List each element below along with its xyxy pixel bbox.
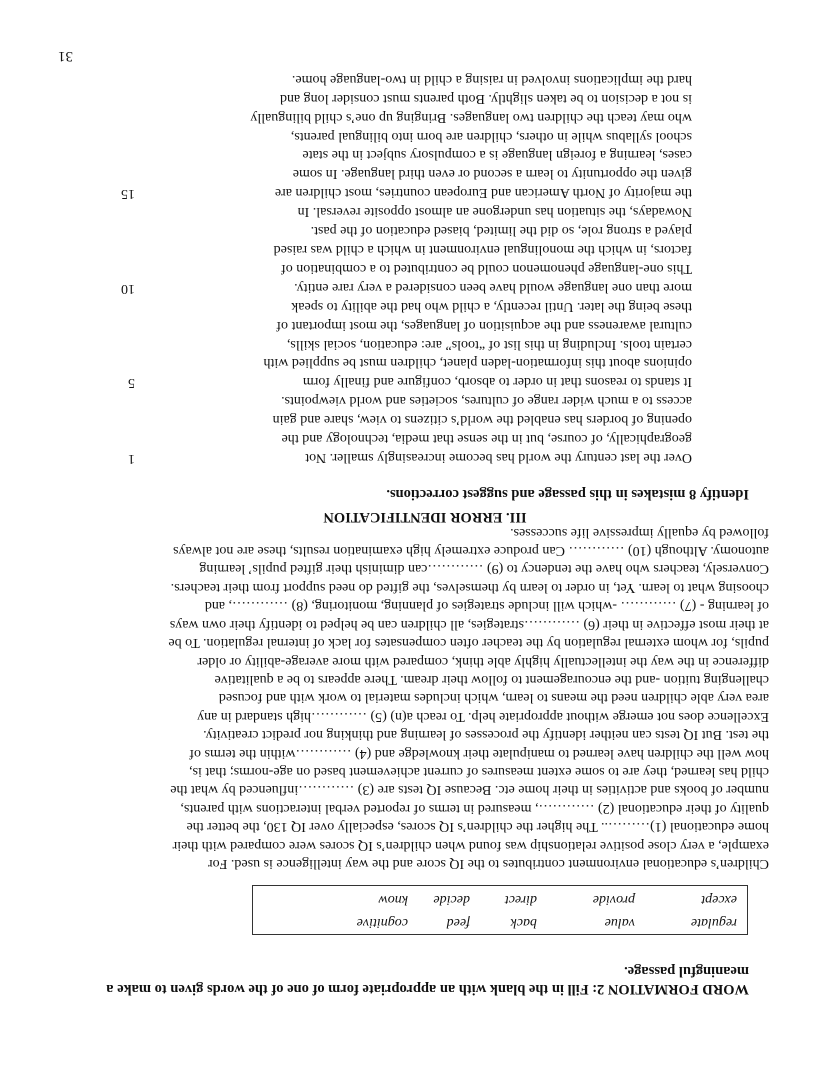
word-bank-item: cognitive xyxy=(356,915,408,931)
word-bank-item: decide xyxy=(433,892,470,908)
passage-line: how well the children have learned to manipulate their knowledge and (4) …………within the terms of xyxy=(189,745,769,761)
passage-line: difference in the way the intellectually highly able think, compared with more average-ability or older xyxy=(197,653,769,669)
passage-line: This one-language phenomenon could be contributed to a combination of xyxy=(281,260,692,276)
word-bank-item: regulate xyxy=(690,915,737,931)
line-number: 1 xyxy=(128,451,135,466)
word-bank-item: direct xyxy=(504,892,537,908)
page-number: 31 xyxy=(58,48,73,64)
passage-line: autonomy. Although (10) ………… Can produce extremely high examination results, these are not always xyxy=(173,543,769,559)
passage-line: cases, learning a foreign language is a compulsory subject in the state xyxy=(302,147,692,163)
passage-line: opening of borders has enabled the world’s citizens to view, share and gain xyxy=(272,412,692,428)
word-bank-row xyxy=(253,911,747,934)
passage-line: at their most effective in their (6) …………strategies, all children can be helped to identify their own ways xyxy=(169,616,769,632)
passage-line: opinions about this information-laden planet, children must be supplied with xyxy=(263,355,692,371)
passage-line: child has learned, they are to some extent measures of current achievement based on age-norms; that is, xyxy=(188,763,769,779)
passage-line: choosing what to learn. Yet, in order to learn by themselves, the gifted do need support from their teachers. xyxy=(170,579,769,595)
passage-line: It stands to reasons that in order to absorb, configure and finally form xyxy=(302,374,692,390)
passage-line: Over the last century the world has become increasingly smaller. Not xyxy=(305,450,692,465)
error-identification-instruction: Identify 8 mistakes in this passage and suggest corrections. xyxy=(386,486,749,502)
passage-line: number of books and activities in their home etc. Because IQ tests are (3) …………influenced by what the xyxy=(170,782,769,798)
passage-line: of learning - (7) ………… -which will include strategies of planning, monitoring, (8) …………, and xyxy=(204,598,769,614)
error-identification-heading: III. ERROR IDENTIFICATION xyxy=(323,509,527,525)
passage-line: played a strong role, so did the limited, biased education of the past. xyxy=(310,223,692,239)
passage-line: more than one language would have been considered a very rare entity. xyxy=(294,279,692,295)
word-bank-item: provide xyxy=(592,892,635,908)
passage-line: Nowadays, the situation has undergone an almost opposite reversal. In xyxy=(297,204,692,220)
passage-line: certain tools. Including in this list of “tools” are: education, social skills, xyxy=(286,336,692,352)
passage-line: who may teach the children two languages. Bringing up one’s child bilingually xyxy=(250,109,692,125)
passage-line: quality of their educational (2) …………, measured in terms of reported verbal interactions with parents, xyxy=(180,800,769,816)
word-bank-item: value xyxy=(604,915,635,931)
cloze-passage xyxy=(57,522,769,872)
passage-line: the test. But IQ tests can neither identify the processes of learning and thinking nor predict creativity. xyxy=(203,727,769,743)
passage-line: Excellence does not emerge without appropriate help. To reach a(n) (5) …………high standard in any xyxy=(197,708,769,724)
passage-line: factors, in which the monolingual environment in which a child was raised xyxy=(273,242,692,258)
passage-line: the majority of North American and European countries, most children are xyxy=(274,185,692,201)
passage-line: these being the later. Until recently, a child who had the ability to speak xyxy=(291,298,692,314)
line-number: 5 xyxy=(128,375,135,390)
passage-line: followed by equally impressive life successes. xyxy=(510,524,769,540)
passage-line: school syllabus while in others, children are born into bilingual parents, xyxy=(290,128,692,144)
word-bank-box xyxy=(252,885,748,935)
line-number: 15 xyxy=(121,186,135,201)
line-number: 10 xyxy=(121,281,135,296)
passage-line: area very able children need the means to learn, which includes material to work with and focused xyxy=(218,690,769,706)
word-bank-item: feed xyxy=(446,915,470,931)
passage-line: Conversely, teachers who have the tendency to (9) …………can diminish their gifted pupils’ learning xyxy=(199,561,769,577)
passage-line: hard the implications involved in raising a child in two-language home. xyxy=(291,71,692,87)
passage-line: given the opportunity to learn a second or even third language. In some xyxy=(292,166,692,182)
passage-line: home educational (1)……….. The higher the children’s IQ scores, especially over IQ 130, the better the xyxy=(186,819,769,835)
word-bank-item: know xyxy=(378,892,408,908)
passage-line: cultural awareness and the acquisition of languages, the most important of xyxy=(276,317,692,333)
passage-line: example, a very close positive relationship was found when children’s IQ scores were compared with their xyxy=(172,837,769,853)
passage-line: challenging tuition -and the encouragement to follow their dream. There appears to be a qualitative xyxy=(214,671,769,687)
passage-line: Children’s educational environment contributes to the IQ score and the way intelligence is used. For xyxy=(207,856,769,871)
passage-line: geographically, of course, but in the sense that media, technology and the xyxy=(281,431,692,447)
word-bank-item: back xyxy=(510,915,537,931)
passage-line: access to a much wider range of cultures, societies and world viewpoints. xyxy=(281,393,692,409)
error-passage xyxy=(160,69,692,466)
passage-line: is not a decision to be taken slightly. Both parents must consider long and xyxy=(279,90,692,106)
word-formation-heading: WORD FORMATION 2: Fill in the blank with an appropriate form of one of the words given to make a meaningful passage. xyxy=(106,963,749,997)
word-bank-item: except xyxy=(701,892,737,908)
passage-line: pupils, for whom external regulation by the teacher often compensates for lack of internal regulation. To be xyxy=(168,635,769,651)
word-bank-row xyxy=(253,888,747,911)
